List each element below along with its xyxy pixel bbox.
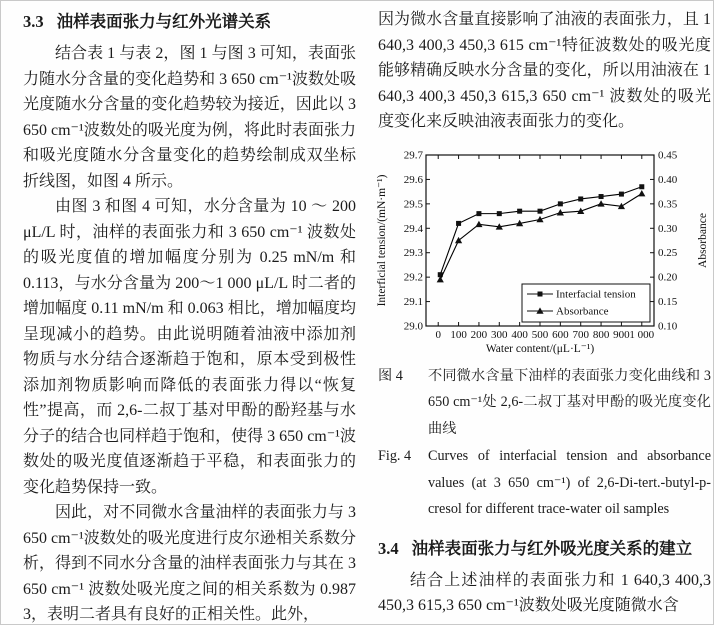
paragraph: 因为微水含量直接影响了油液的表面张力，且 1 640,3 400,3 450,3 615 cm⁻¹特征波数处的吸光度能够精确反映水分含量的变化，所以用油液在 1 640,3 400,3 450,3 615,3 650 cm⁻¹ 波数处的吸光度变化来反映油液表面张力的变化。 bbox=[378, 11, 711, 130]
legend-label: Absorbance bbox=[556, 305, 609, 317]
figure-caption-text: 不同微水含量下油样的表面张力变化曲线和 3 650 cm⁻¹处 2,6-二叔丁基对甲酚的吸光度变化曲线 bbox=[428, 367, 711, 437]
triangle-marker bbox=[597, 200, 604, 206]
square-marker bbox=[578, 196, 583, 201]
paragraph: 由图 3 和图 4 可知，水分含量为 10 ～ 200 μL/L 时，油样的表面张力和 3 650 cm⁻¹ 波数处的吸光度值的增加幅度分别为 0.25 mN/m 和 0.113，与水分含量为 200～1 000 μL/L 时二者的增加幅度 0.11 mN/m 和 0.063 相比，增加幅度均呈现减小的趋势。由此说明随着油液中添加剂物质与水分结合逐渐趋于饱和，原本受到极性添加剂物质影响而降低的表面张力得以“恢复性”提高，而 2,6-二叔丁基对甲酚的酚羟基与水分子的结合也同样趋于饱和，使得 3 650 cm⁻¹波数处的吸光度值逐渐趋于平稳，和表面张力的变化趋势保持一致。 bbox=[23, 198, 356, 496]
paragraph: 结合上述油样的表面张力和 1 640,3 400,3 450,3 615,3 650 cm⁻¹波数处吸光度随微水含 bbox=[378, 571, 711, 614]
figure-label: Fig. 4 bbox=[378, 448, 412, 464]
x-tick-label: 300 bbox=[491, 328, 508, 341]
x-tick-label: 100 bbox=[450, 328, 467, 341]
section-number: 3.4 bbox=[378, 538, 399, 558]
y-tick-label: 0.20 bbox=[658, 271, 678, 284]
figure4-caption-en bbox=[378, 443, 711, 523]
x-axis bbox=[435, 155, 654, 355]
x-tick-label: 600 bbox=[552, 328, 569, 341]
figure-caption-text: Curves of interfacial tension and absorbance values (at 3 650 cm⁻¹) of 2,6-Di-tert.-butyl-p-cresol for different trace-water oil samples bbox=[428, 448, 711, 517]
x-tick-label: 900 bbox=[613, 328, 630, 341]
x-tick-label: 800 bbox=[592, 328, 610, 341]
y-tick-label: 0.40 bbox=[658, 173, 678, 186]
square-marker bbox=[538, 291, 543, 296]
square-marker bbox=[497, 211, 502, 216]
square-marker bbox=[599, 194, 604, 199]
y-tick-label: 0.10 bbox=[658, 320, 678, 332]
paragraph: 因此，对不同微水含量油样的表面张力与 3 650 cm⁻¹波数处的吸光度进行皮尔逊相关系数分析，得到不同水分含量的油样表面张力与其在 3 650 cm⁻¹ 波数处吸光度之间的相关系数为 0.987 3，表明二者具有良好的正相关性。此外， bbox=[23, 504, 356, 623]
section-title: 油样表面张力与红外光谱关系 bbox=[56, 12, 272, 31]
figure-label: 图 4 bbox=[378, 367, 403, 384]
y-tick-label: 29.0 bbox=[403, 320, 423, 332]
dual-axis-line-chart bbox=[376, 143, 712, 357]
y-axis-left bbox=[376, 149, 430, 332]
y-tick-label: 29.7 bbox=[403, 149, 423, 161]
section-number: 3.3 bbox=[23, 12, 44, 31]
legend bbox=[522, 284, 650, 322]
y-tick-label: 29.2 bbox=[403, 271, 423, 284]
y-tick-label: 0.15 bbox=[658, 295, 678, 308]
series-line bbox=[440, 193, 642, 279]
y-tick-label: 0.45 bbox=[658, 149, 678, 161]
x-tick-label: 500 bbox=[531, 328, 549, 341]
section-3-3-heading bbox=[23, 10, 356, 34]
figure4-caption-zh bbox=[378, 363, 711, 443]
section-3-4-heading bbox=[378, 537, 711, 561]
figure4-chart bbox=[376, 143, 711, 357]
square-marker bbox=[538, 208, 543, 213]
y-tick-label: 29.6 bbox=[403, 173, 423, 186]
triangle-marker bbox=[638, 189, 645, 195]
x-tick-label: 1 000 bbox=[629, 328, 655, 341]
y-axis-right bbox=[650, 149, 709, 332]
left-column bbox=[23, 7, 356, 628]
y-tick-label: 29.4 bbox=[403, 222, 423, 235]
y-tick-label: 29.1 bbox=[403, 295, 423, 308]
right-column bbox=[378, 7, 711, 619]
triangle-marker bbox=[437, 275, 444, 281]
series-square bbox=[438, 184, 645, 277]
y-tick-label: 0.30 bbox=[658, 222, 678, 235]
y-tick-label: 0.35 bbox=[658, 197, 678, 210]
triangle-marker bbox=[475, 220, 482, 226]
x-tick-label: 200 bbox=[470, 328, 488, 341]
x-tick-label: 700 bbox=[572, 328, 589, 341]
x-axis-title: Water content/(μL·L⁻¹) bbox=[485, 342, 595, 355]
y-tick-label: 0.25 bbox=[658, 246, 678, 259]
x-tick-label: 400 bbox=[511, 328, 528, 341]
section-title: 油样表面张力与红外吸光度关系的建立 bbox=[411, 538, 693, 558]
square-marker bbox=[476, 211, 481, 216]
y-tick-label: 29.3 bbox=[403, 246, 423, 259]
square-marker bbox=[639, 184, 644, 189]
square-marker bbox=[558, 201, 563, 206]
y-axis-right-title: Absorbance bbox=[697, 212, 709, 268]
square-marker bbox=[456, 220, 461, 225]
y-tick-label: 29.5 bbox=[403, 197, 423, 210]
legend-label: Interfacial tension bbox=[556, 288, 636, 300]
x-tick-label: 0 bbox=[435, 328, 441, 341]
series-triangle bbox=[437, 189, 646, 281]
square-marker bbox=[619, 191, 624, 196]
y-axis-left-title: Interficial tension/(mN·m⁻¹) bbox=[376, 174, 388, 306]
square-marker bbox=[517, 208, 522, 213]
paragraph: 结合表 1 与表 2，图 1 与图 3 可知，表面张力随水分含量的变化趋势和 3 650 cm⁻¹波数处吸光度随水分含量的变化趋势较为接近，因此以 3 650 cm⁻¹波数处的吸光度为例，将此时表面张力和吸光度随水分含量变化的趋势绘制成双坐标折线图，如图 4 所示。 bbox=[23, 45, 356, 190]
